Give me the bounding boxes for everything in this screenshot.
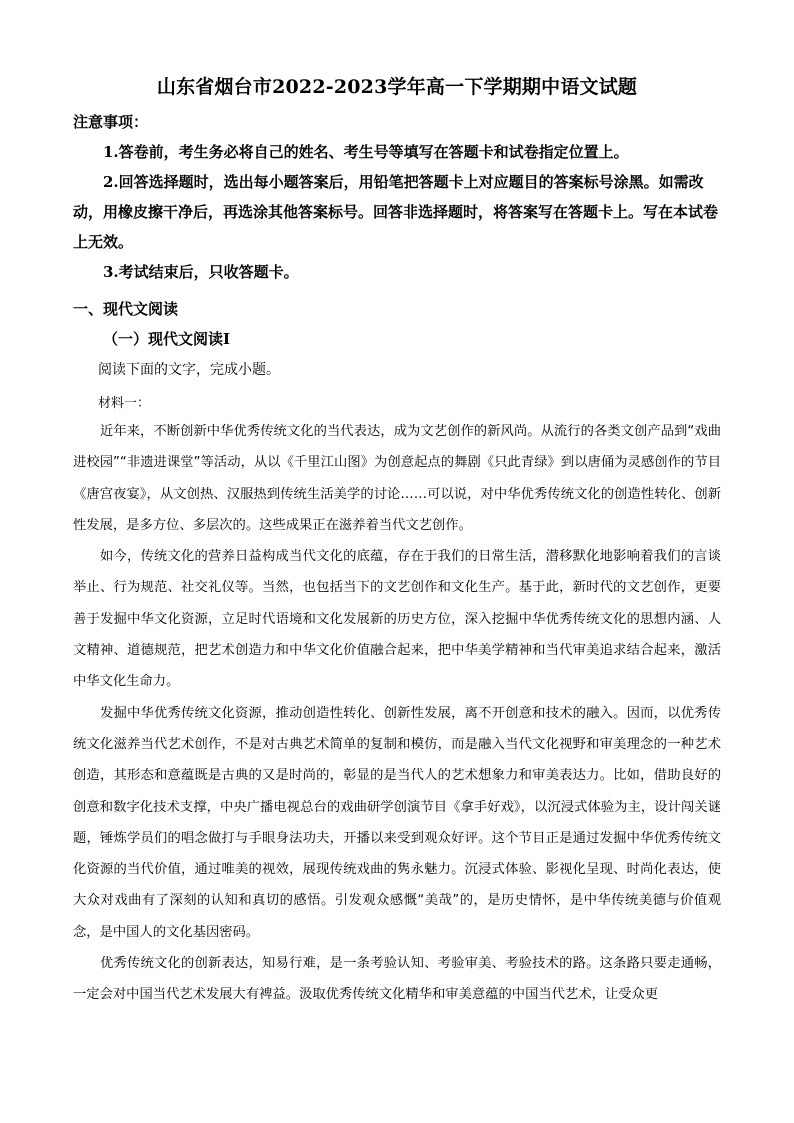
reading-instruction: 阅读下面的文字，完成小题。 bbox=[98, 362, 280, 378]
paragraph: 发掘中华优秀传统文化资源，推动创造性转化、创新性发展，离不开创意和技术的融入。因而，以优秀传统文化滋养当代艺术创作，不是对古典艺术简单的复制和模仿，而是融入当代文化视野和审美理念的一种艺术创造，其形态和意蕴既是古典的又是时尚的，彰显的是当代人的艺术想象力和审美表达力。比如，借助良好的创意和数字化技术支撑，中央广播电视总台的戏曲研学创演节目《拿手好戏》，以沉浸式体验为主，设计闯关谜题，锤炼学员们的唱念做打与手眼身法功夫，开播以来受到观众好评。这个节目正是通过发掘中华优秀传统文化资源的当代价值，通过唯美的视效，展现传统戏曲的隽永魅力。沉浸式体验、影视化呈现、时尚化表达，使大众对戏曲有了深刻的认知和真切的感悟。引发观众感慨“美哉”的，是历史情怀，是中华传统美德与价值观念，是中国人的文化基因密码。 bbox=[73, 705, 721, 940]
notice-item: 2.回答选择题时，选出每小题答案后，用铅笔把答题卡上对应题目的答案标号涂黑。如需改动，用橡皮擦干净后，再选涂其他答案标号。回答非选择题时，将答案写在答题卡上。写在本试卷上无效。 bbox=[73, 173, 719, 251]
section-heading: 一、现代文阅读 bbox=[73, 300, 179, 318]
notice-heading: 注意事项： bbox=[73, 113, 149, 131]
material-label: 材料一： bbox=[98, 396, 151, 411]
paragraph: 近年来，不断创新中华优秀传统文化的当代表达，成为文艺创作的新风尚。从流行的各类文创产品到“戏曲进校园”“非遗进课堂”等活动，从以《千里江山图》为创意起点的舞剧《只此青绿》到以唐俑为灵感创作的节目《唐宫夜宴》，从文创热、汉服热到传统生活美学的讨论……可以说，对中华优秀传统文化的创造性转化、创新性发展，是多方位、多层次的。这些成果正在滋养着当代文艺创作。 bbox=[73, 424, 721, 533]
reading-passage bbox=[73, 416, 721, 1011]
notice-item: 1.答卷前，考生务必将自己的姓名、考生号等填写在答题卡和试卷指定位置上。 bbox=[103, 143, 629, 161]
paragraph: 优秀传统文化的创新表达，知易行难，是一条考验认知、考验审美、考验技术的路。这条路只要走通畅，一定会对中国当代艺术发展大有裨益。汲取优秀传统文化精华和审美意蕴的中国当代艺术，让受众更 bbox=[73, 956, 721, 1003]
page-title: 山东省烟台市2022-2023学年高一下学期期中语文试题 bbox=[156, 76, 638, 98]
notice-list bbox=[73, 137, 723, 287]
notice-item: 3.考试结束后，只收答题卡。 bbox=[103, 263, 299, 281]
paragraph: 如今，传统文化的营养日益构成当代文化的底蕴，存在于我们的日常生活，潜移默化地影响着我们的言谈举止、行为规范、社交礼仪等。当然，也包括当下的文艺创作和文化生产。基于此，新时代的文艺创作，更要善于发掘中华文化资源，立足时代语境和文化发展新的历史方位，深入挖掘中华优秀传统文化的思想内涵、人文精神、道德规范，把艺术创造力和中华文化价值融合起来，把中华美学精神和当代审美追求结合起来，激活中华文化生命力。 bbox=[73, 549, 721, 690]
subsection-heading: （一）现代文阅读Ⅰ bbox=[103, 330, 231, 348]
